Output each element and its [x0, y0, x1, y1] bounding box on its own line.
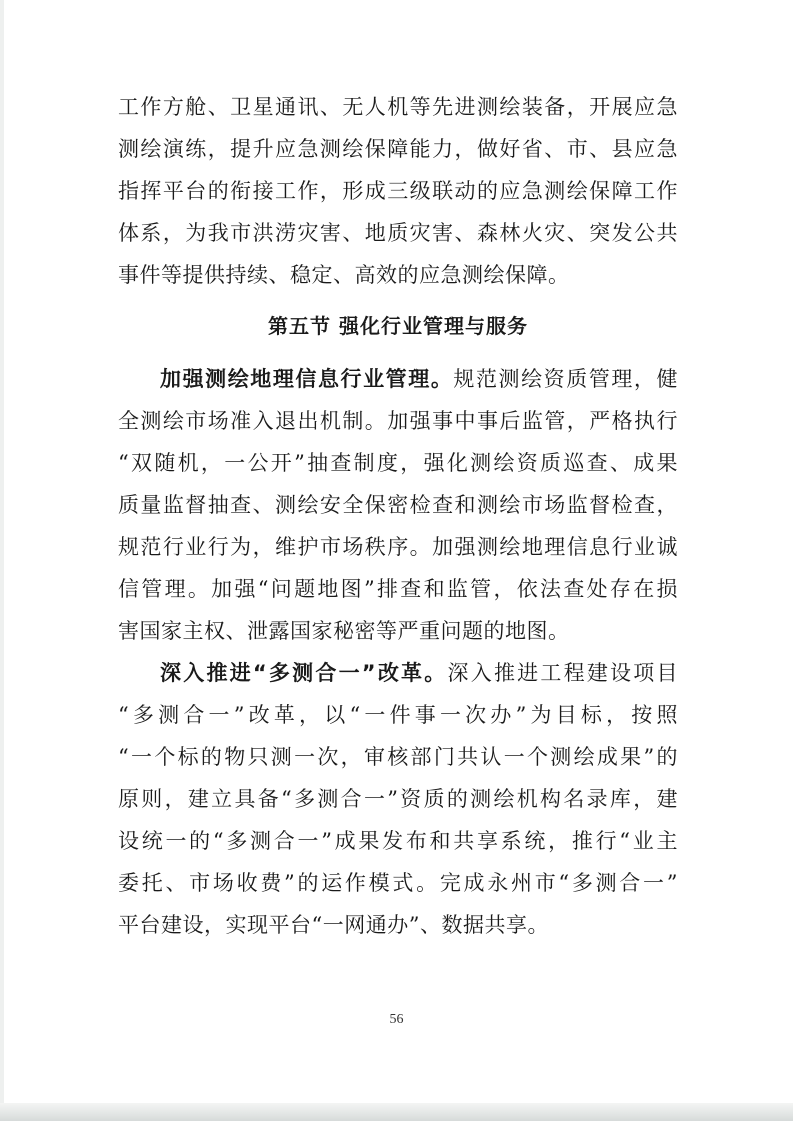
text-line: 指挥平台的衔接工作，形成三级联动的应急测绘保障工作	[118, 179, 678, 203]
text-line: 工作方舱、卫星通讯、无人机等先进测绘装备，开展应急	[118, 95, 678, 119]
continued-paragraph	[118, 86, 678, 296]
text-line: 质量监督抽查、测绘安全保密检查和测绘市场监督检查，	[118, 493, 678, 517]
text-line: 规范行业行为，维护市场秩序。加强测绘地理信息行业诚	[118, 535, 678, 559]
text-line: “双随机，一公开”抽查制度，强化测绘资质巡查、成果	[118, 451, 678, 475]
text-line: 原则，建立具备“多测合一”资质的测绘机构名录库，建	[118, 787, 678, 811]
text-line: 委托、市场收费”的运作模式。完成永州市“多测合一”	[118, 871, 678, 895]
scan-left-edge	[0, 0, 4, 1121]
text-line: 全测绘市场准入退出机制。加强事中事后监管，严格执行	[118, 409, 678, 433]
scan-bottom-edge	[0, 1103, 793, 1121]
paragraph-first-line-rest: 深入推进工程建设项目	[447, 661, 678, 685]
text-line: 害国家主权、泄露国家秘密等严重问题的地图。	[118, 619, 570, 643]
paragraph-lead: 加强测绘地理信息行业管理。	[160, 367, 454, 391]
paragraph-first-line-rest: 规范测绘资质管理，健	[453, 367, 679, 391]
text-line: 测绘演练，提升应急测绘保障能力，做好省、市、县应急	[118, 137, 678, 161]
text-line: 平台建设，实现平台“一网通办”、数据共享。	[118, 913, 549, 937]
text-line-first	[118, 358, 678, 400]
document-page	[118, 86, 678, 946]
page-number: 56	[389, 1012, 404, 1027]
text-line-first	[118, 652, 678, 694]
text-line: 体系，为我市洪涝灾害、地质灾害、森林火灾、突发公共	[118, 221, 678, 245]
paragraph-industry-management	[118, 358, 678, 652]
paragraph-multi-survey-reform	[118, 652, 678, 946]
paragraph-lead: 深入推进“多测合一”改革。	[160, 661, 448, 685]
text-line: “多测合一”改革，以“一件事一次办”为目标，按照	[118, 703, 678, 727]
text-line: 信管理。加强“问题地图”排查和监管，依法查处存在损	[118, 577, 678, 601]
text-line: 设统一的“多测合一”成果发布和共享系统，推行“业主	[118, 829, 678, 853]
text-line: 事件等提供持续、稳定、高效的应急测绘保障。	[118, 263, 570, 287]
section-heading: 第五节 强化行业管理与服务	[268, 314, 528, 338]
text-line: “一个标的物只测一次，审核部门共认一个测绘成果”的	[118, 745, 678, 769]
